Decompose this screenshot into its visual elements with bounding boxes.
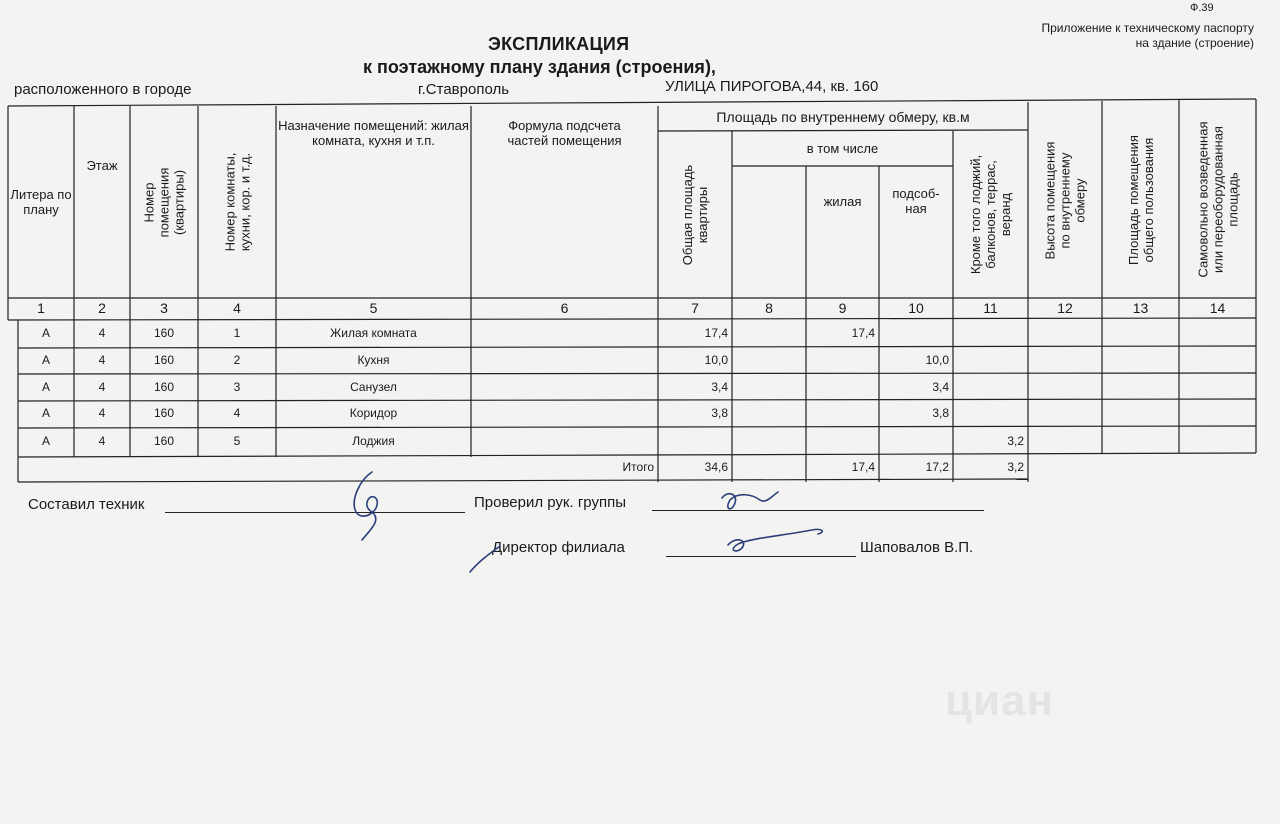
cell-apartment: 160 — [153, 353, 175, 367]
header-formula: Формула подсчета частей помещения — [507, 118, 622, 148]
document-title: ЭКСПЛИКАЦИЯ — [488, 34, 630, 54]
address: УЛИЦА ПИРОГОВА,44, кв. 160 — [665, 78, 879, 95]
cell-purpose: Жилая комната — [330, 326, 417, 340]
column-number: 4 — [233, 300, 241, 316]
cell-apartment: 160 — [153, 326, 175, 340]
cell-litera: А — [41, 326, 50, 340]
header-living: жилая — [823, 193, 862, 209]
cell-living-area: 17,4 — [851, 326, 875, 340]
checked-by-label: Проверил рук. группы — [474, 494, 626, 511]
cell-purpose: Лоджия — [352, 433, 395, 448]
cell-floor: 4 — [98, 353, 106, 367]
compiled-by-label: Составил техник — [28, 496, 145, 513]
cell-total-area: 3,8 — [711, 406, 728, 420]
header-area-group: Площадь по внутреннему обмеру, кв.м — [716, 108, 970, 125]
cell-apartment: 160 — [153, 406, 175, 420]
header-auxiliary: подсоб- ная — [892, 186, 940, 216]
totals-auxiliary-area: 17,2 — [925, 460, 949, 474]
column-number: 5 — [369, 300, 378, 316]
column-number: 2 — [98, 300, 106, 316]
column-number: 9 — [838, 300, 847, 316]
appendix-line-1: Приложение к техническому паспорту — [1041, 21, 1254, 35]
director-name: Шаповалов В.П. — [860, 539, 974, 556]
cell-apartment: 160 — [153, 433, 175, 448]
document-subtitle: к поэтажному плану здания (строения), — [363, 57, 716, 77]
header-total-area: Общая площадь квартиры — [680, 164, 711, 265]
location-label: расположенного в городе — [14, 81, 192, 98]
cell-room: 3 — [233, 379, 241, 394]
form-number: Ф.39 — [1190, 2, 1214, 14]
cell-room: 5 — [233, 433, 241, 448]
cell-purpose: Санузел — [350, 379, 397, 394]
director-label: Директор филиала — [492, 539, 625, 556]
header-including: в том числе — [806, 141, 879, 156]
totals-loggia-area: 3,2 — [1007, 460, 1024, 474]
cell-room: 1 — [233, 326, 241, 340]
cell-apartment: 160 — [153, 379, 175, 394]
cell-litera: А — [41, 406, 50, 420]
cell-purpose: Коридор — [349, 406, 398, 420]
header-floor: Этаж — [86, 157, 118, 173]
cell-floor: 4 — [98, 433, 106, 448]
header-apartment-number: Номер помещения (квартиры) — [141, 167, 187, 237]
column-number: 8 — [765, 300, 773, 316]
header-loggias: Кроме того лоджий, балконов, террас, веранд — [968, 154, 1013, 275]
header-purpose: Назначение помещений: жилая комната, кухня и т.п. — [278, 118, 469, 148]
header-self-built: Самовольно возведенная или переоборудованная площадь — [1195, 121, 1240, 277]
cell-room: 2 — [233, 353, 241, 367]
totals-total-area: 34,6 — [704, 460, 728, 474]
cell-floor: 4 — [98, 326, 106, 340]
column-number: 3 — [160, 300, 168, 316]
cell-room: 4 — [233, 406, 241, 420]
column-number: 12 — [1057, 300, 1073, 316]
column-number: 10 — [908, 300, 924, 316]
column-number: 11 — [983, 300, 998, 316]
column-number: 1 — [37, 300, 45, 316]
header-room-number: Номер комнаты, кухни, кор. и т.д. — [222, 152, 253, 252]
cell-purpose: Кухня — [357, 353, 390, 367]
header-litera: Литера по плану — [10, 187, 72, 217]
column-number: 14 — [1209, 300, 1226, 316]
appendix-line-2: на здание (строение) — [1135, 36, 1254, 50]
cell-total-area: 10,0 — [704, 353, 728, 367]
cell-litera: А — [41, 433, 50, 448]
header-height: Высота помещения по внутреннему обмеру — [1042, 141, 1088, 259]
totals-living-area: 17,4 — [851, 460, 875, 474]
city: г.Ставрополь — [418, 81, 510, 98]
watermark: циан — [945, 676, 1055, 725]
column-number: 13 — [1132, 300, 1149, 316]
cell-total-area: 3,4 — [711, 379, 728, 394]
header-common-area: Площадь помещения общего пользования — [1125, 134, 1156, 265]
cell-total-area: 17,4 — [704, 326, 728, 340]
column-number: 7 — [691, 300, 699, 316]
cell-litera: А — [41, 353, 50, 367]
cell-loggia-area: 3,2 — [1007, 433, 1024, 448]
cell-auxiliary-area: 10,0 — [925, 353, 949, 367]
totals-label: Итого — [622, 460, 654, 474]
cell-litera: А — [41, 379, 50, 394]
cell-floor: 4 — [98, 406, 106, 420]
cell-auxiliary-area: 3,4 — [932, 379, 949, 394]
column-number: 6 — [560, 300, 569, 316]
cell-floor: 4 — [98, 379, 106, 394]
cell-auxiliary-area: 3,8 — [932, 406, 949, 420]
